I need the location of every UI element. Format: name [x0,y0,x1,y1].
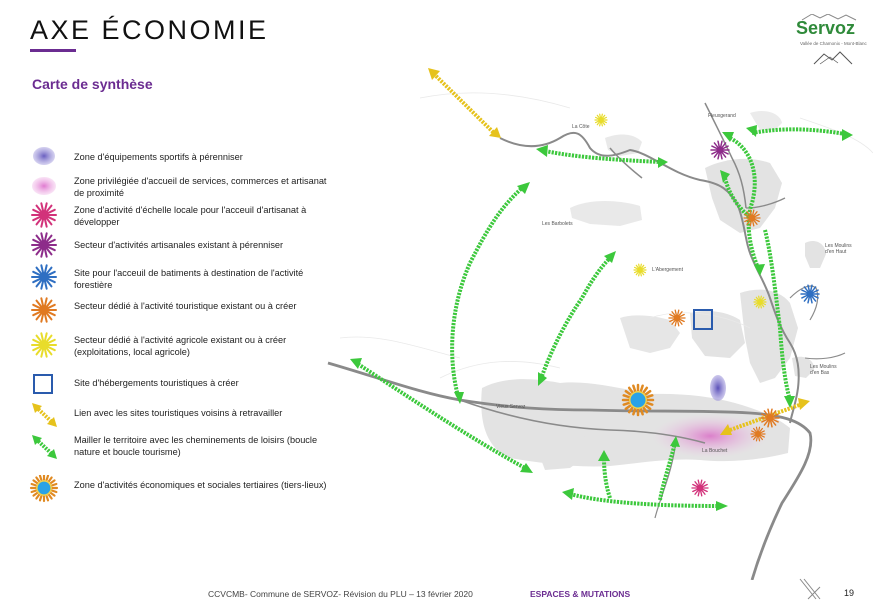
orange-blue-burst-shape [31,475,57,501]
corner-logo-icon [790,577,830,601]
agricole-burst-icon [634,264,646,276]
legend-label: Zone d'activités économiques et sociales tertiaires (tiers-lieux) [74,480,327,490]
yellow-burst-icon-shape [32,333,56,356]
purple-ellipse-icon [28,144,62,174]
legend-item [28,174,328,204]
legend-item [28,232,328,262]
legend-label: Zone d'équipements sportifs à pérenniser [74,152,243,162]
place-label: Les Barbolets [542,221,573,227]
synthesis-map [320,58,873,580]
legend-label: Site pour l'acceuil de batiments à destination de l'activité forestière [74,268,304,290]
page-number: 19 [844,588,855,598]
legend-item [28,332,328,362]
footer-text: CCVCMB- Commune de SERVOZ- Révision du PLU – 13 février 2020 [208,589,473,599]
place-label: Les Moulins d'en Haut [825,243,852,255]
map-canvas [320,58,873,580]
place-label: L'Abergement [652,267,683,273]
local-artisan-burst-icon [692,480,708,496]
logo-wordmark: Servoz [796,18,856,38]
title-underline [30,49,76,52]
neighbour-link-arrows [436,76,802,430]
yellow-arrow-icon [28,400,62,430]
legend-label: Secteur dédié à l'activité agricole existant ou à créer (exploitations, local agricole) [74,335,287,357]
purple-burst-icon-shape [32,233,56,256]
legend-item [28,202,328,232]
place-label: La Bouchet [702,448,728,454]
blue-burst-icon [28,264,62,294]
place-label: Fleuxgerand [708,113,736,119]
page-subtitle: Carte de synthèse [32,76,153,92]
purple-burst-icon [28,232,62,262]
orange-burst-icon [28,297,62,327]
blue-burst-icon-shape [32,265,56,288]
legend-label: Secteur d'activités artisanales existant à pérenniser [74,240,284,250]
magenta-burst-icon-shape [32,203,56,226]
sports-equipment-zone [710,375,726,401]
logo-tagline: Vallée de Chamonix - Mont-Blanc [800,41,867,46]
legend-label: Mailler le territoire avec les cheminements de loisirs (boucle nature et boucle tourisme) [74,435,318,457]
legend-item [28,400,328,430]
page-title: AXE ÉCONOMIE [30,15,269,45]
legend-item [28,370,328,400]
place-label: Les Moulins d'en Bas [810,364,837,376]
footer-tag: ESPACES & MUTATIONS [530,589,631,599]
place-label: La Côte [572,124,590,130]
legend-item [28,144,328,174]
legend-item [28,297,328,327]
legend-item [28,475,328,505]
place-label: Vieux Servoz [496,404,526,410]
legend-item [28,264,328,294]
legend-item [28,432,328,462]
green-arrow-icon [28,432,62,462]
legend-label: Secteur dédié à l'activité touristique existant ou à créer [74,301,297,311]
orange-burst-icon-shape [32,298,56,321]
blue-square-icon [28,370,62,400]
legend-label: Site d'hébergements touristiques à créer [74,378,239,388]
orange-blue-burst-icon [28,475,62,505]
legend-label: Lien avec les sites touristiques voisins à retravailler [74,408,283,418]
yellow-burst-icon [28,332,62,362]
legend-label: Zone d'activité d'échelle locale pour l'acceuil d'artisanat à développer [74,205,307,227]
pink-ellipse-icon [28,174,62,204]
magenta-burst-icon [28,202,62,232]
agricole-burst-icon [595,114,607,126]
legend-label: Zone privilégiée d'accueil de services, commerces et artisanat de proximité [74,176,327,198]
artisanal-burst-icon [711,141,729,159]
